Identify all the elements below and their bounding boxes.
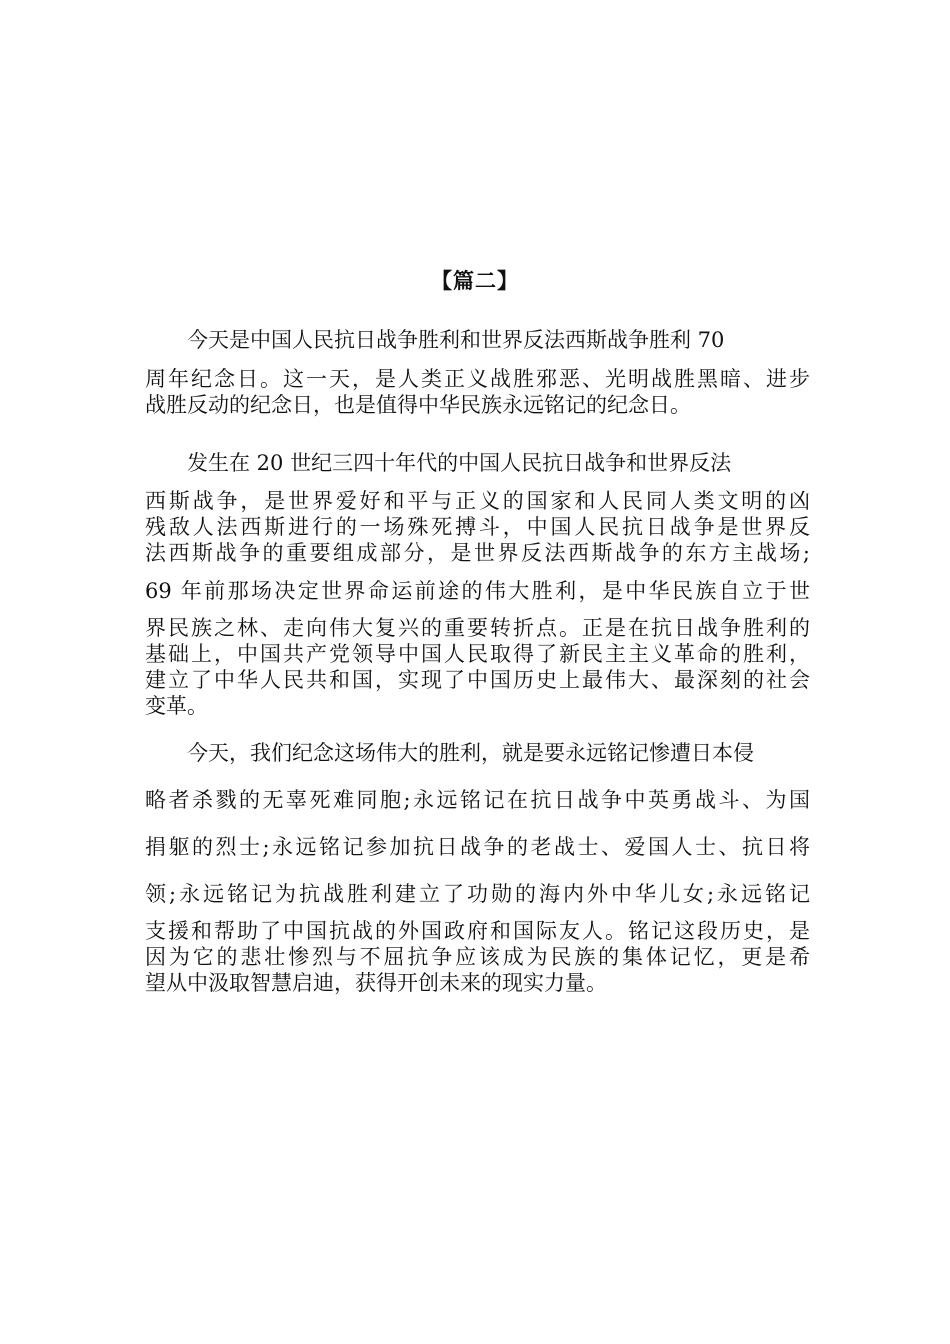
paragraph-3-line-3: 捐躯的烈士;永远铭记参加抗日战争的老战士、爱国人士、抗日将 [145,835,810,859]
paragraph-2-line-6: 界民族之林、走向伟大复兴的重要转折点。正是在抗日战争胜利的 [145,616,810,640]
paragraph-2-line-5: 69 年前那场决定世界命运前途的伟大胜利，是中华民族自立于世 [145,579,810,603]
paragraph-3-line-1: 今天，我们纪念这场伟大的胜利，就是要永远铭记惨遭日本侵 [187,741,754,765]
paragraph-3-line-7: 望从中汲取智慧启迪，获得开创未来的现实力量。 [145,971,607,995]
paragraph-2-line-1: 发生在 20 世纪三四十年代的中国人民抗日战争和世界反法 [187,451,732,475]
paragraph-2-line-7: 基础上，中国共产党领导中国人民取得了新民主主义革命的胜利， [145,642,810,666]
paragraph-2-line-4: 法西斯战争的重要组成部分，是世界反法西斯战争的东方主战场; [145,541,810,565]
paragraph-1-line-3: 战胜反动的纪念日，也是值得中华民族永远铭记的纪念日。 [145,393,691,417]
paragraph-3-line-6: 因为它的悲壮惨烈与不屈抗争应该成为民族的集体记忆，更是希 [145,945,810,969]
paragraph-1-line-1: 今天是中国人民抗日战争胜利和世界反法西斯战争胜利 70 [187,328,725,352]
paragraph-2-line-9: 变革。 [145,694,208,718]
paragraph-1-line-2: 周年纪念日。这一天，是人类正义战胜邪恶、光明战胜黑暗、进步 [145,367,810,391]
paragraph-3-line-4: 领;永远铭记为抗战胜利建立了功勋的海内外中华儿女;永远铭记 [145,882,810,906]
paragraph-2-line-2: 西斯战争，是世界爱好和平与正义的国家和人民同人类文明的凶 [145,489,810,513]
paragraph-3-line-2: 略者杀戮的无辜死难同胞;永远铭记在抗日战争中英勇战斗、为国 [145,788,810,812]
section-title: 【篇二】 [431,269,519,293]
paragraph-3-line-5: 支援和帮助了中国抗战的外国政府和国际友人。铭记这段历史，是 [145,919,810,943]
paragraph-2-line-3: 残敌人法西斯进行的一场殊死搏斗，中国人民抗日战争是世界反 [145,515,810,539]
paragraph-2-line-8: 建立了中华人民共和国，实现了中国历史上最伟大、最深刻的社会 [145,668,810,692]
